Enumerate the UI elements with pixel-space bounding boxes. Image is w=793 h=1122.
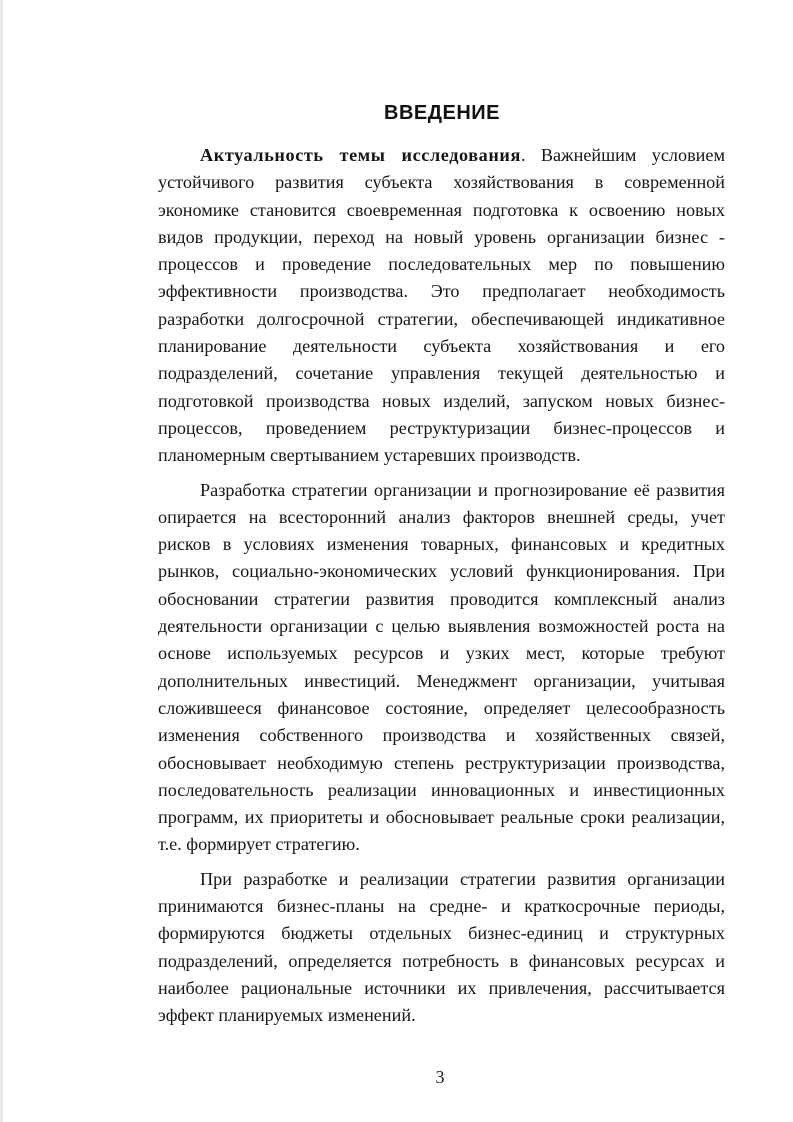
paragraph-strategy-development: Разработка стратегии организации и прогнозирование её развития опирается на всесторонний анализ факторов внешней среды, учет рисков в условиях изменения товарных, финансовых и кредитных рынков, социально-экономических условий функционирования. При обосновании стратегии развития проводится комплексный анализ деятельности организации с целью выявления возможностей роста на основе используемых ресурсов и узких мест, которые требуют дополнительных инвестиций. Менеджмент организации, учитывая сложившееся финансовое состояние, определяет целесообразность изменения собственного производства и хозяйственных связей, обосновывает необходимую степень реструктуризации производства, последовательность реализации инновационных и инвестиционных программ, их приоритеты и обосновывает реальные сроки реализации, т.е. формирует стратегию. — [158, 479, 725, 855]
paragraph-lead: Актуальность темы исследования — [200, 145, 521, 165]
paragraph-relevance — [158, 142, 725, 470]
page-title: ВВЕДЕНИЕ — [384, 102, 500, 124]
paragraph-text: . Важнейшим условием устойчивого развития субъекта хозяйствования в современной экономике становится своевременная подготовка к освоению новых видов продукции, переход на новый уровень организации бизнес - процессов и проведение последовательных мер по повышению эффективности производства. Это предполагает необходимость разработки долгосрочной стратегии, обеспечивающей индикативное планирование деятельности субъекта хозяйствования и его подразделений, сочетание управления текущей деятельностью и подготовкой производства новых изделий, запуском новых бизнес-процессов, проведением реструктуризации бизнес-процессов и планомерным свертыванием устаревших производств. — [158, 145, 725, 466]
page-number: 3 — [435, 1067, 445, 1087]
body-text — [158, 142, 725, 1030]
scan-edge-shade — [0, 0, 3, 1122]
paragraph-strategy-implementation: При разработке и реализации стратегии развития организации принимаются бизнес-планы на средне- и краткосрочные периоды, формируются бюджеты отдельных бизнес-единиц и структурных подразделений, определяется потребность в финансовых ресурсах и наиболее рациональные источники их привлечения, рассчитывается эффект планируемых изменений. — [158, 868, 725, 1026]
